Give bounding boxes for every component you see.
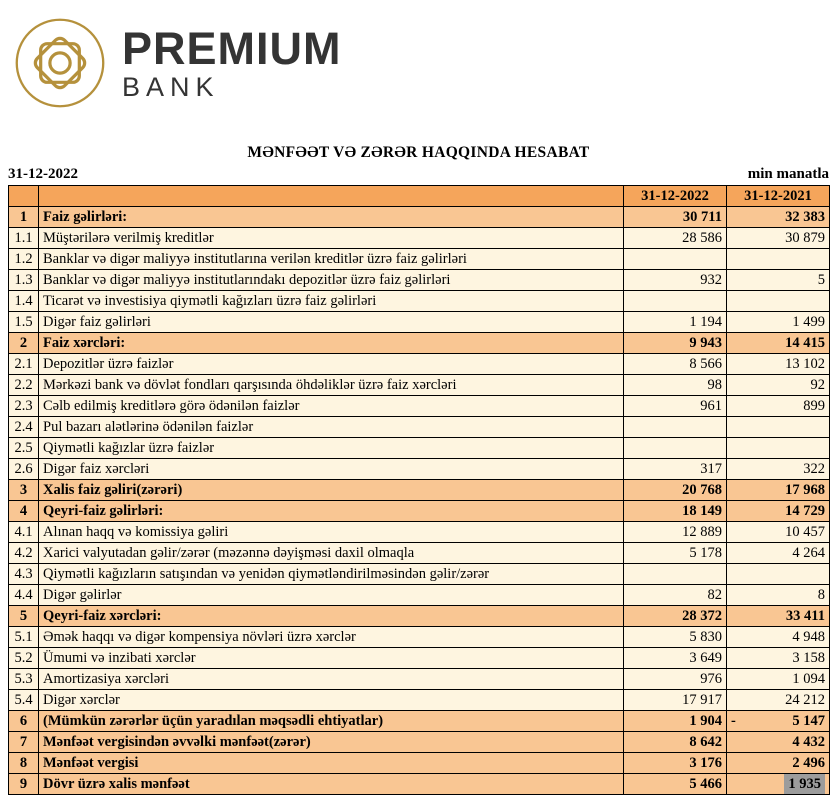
row-label: Faiz gəlirləri:	[39, 207, 624, 228]
row-value-2021: 17 968	[727, 480, 830, 501]
row-number: 5.3	[9, 669, 39, 690]
row-value-2022: 12 889	[624, 522, 727, 543]
row-value-2022	[624, 438, 727, 459]
table-row	[9, 753, 830, 774]
table-row	[9, 627, 830, 648]
table-row	[9, 774, 830, 795]
table-row	[9, 333, 830, 354]
row-value-2022	[624, 417, 727, 438]
report-title: MƏNFƏƏT VƏ ZƏRƏR HAQQINDA HESABAT	[247, 144, 590, 161]
table-row	[9, 207, 830, 228]
row-value-2021: 30 879	[727, 228, 830, 249]
table-row	[9, 585, 830, 606]
row-number: 1	[9, 207, 39, 228]
row-label: Əmək haqqı və digər kompensiya növləri üzrə xərclər	[39, 627, 624, 648]
table-row	[9, 669, 830, 690]
row-label: Pul bazarı alətlərinə ödənilən faizlər	[39, 417, 624, 438]
row-value-2021: 322	[727, 459, 830, 480]
row-value-2022: 28 586	[624, 228, 727, 249]
row-value-2021: 4 264	[727, 543, 830, 564]
row-label: Ticarət və investisiya qiymətli kağızları üzrə faiz gəlirləri	[39, 291, 624, 312]
table-row	[9, 291, 830, 312]
row-value-2022: 317	[624, 459, 727, 480]
row-value-2022: 17 917	[624, 690, 727, 711]
row-label: Mənfəət vergisi	[39, 753, 624, 774]
row-number: 2.6	[9, 459, 39, 480]
row-number: 8	[9, 753, 39, 774]
row-value-2022: 1 194	[624, 312, 727, 333]
row-value-2021: 33 411	[727, 606, 830, 627]
row-number: 3	[9, 480, 39, 501]
row-number: 5.1	[9, 627, 39, 648]
row-label: Digər faiz gəlirləri	[39, 312, 624, 333]
pnl-table	[8, 185, 830, 795]
row-value-2021: 4 432	[727, 732, 830, 753]
header-cell-2021: 31-12-2021	[727, 186, 830, 207]
row-value-2022: 82	[624, 585, 727, 606]
row-value-2021	[727, 249, 830, 270]
logo-text	[122, 22, 342, 102]
row-number: 4.1	[9, 522, 39, 543]
row-value-2022: 5 178	[624, 543, 727, 564]
report-table-body	[9, 207, 830, 795]
row-label: Müştərilərə verilmiş kreditlər	[39, 228, 624, 249]
table-row	[9, 459, 830, 480]
table-row	[9, 480, 830, 501]
row-label: Amortizasiya xərcləri	[39, 669, 624, 690]
table-row	[9, 690, 830, 711]
row-value-2021	[727, 291, 830, 312]
row-value-2022: 5 466	[624, 774, 727, 795]
header-cell-empty-no	[9, 186, 39, 207]
row-value-2021: 2 496	[727, 753, 830, 774]
row-value-2021: 3 158	[727, 648, 830, 669]
row-value-2021: 5	[727, 270, 830, 291]
row-number: 4.3	[9, 564, 39, 585]
row-value-2022: 3 649	[624, 648, 727, 669]
row-number: 4.4	[9, 585, 39, 606]
row-label: Digər faiz xərcləri	[39, 459, 624, 480]
table-row	[9, 501, 830, 522]
row-label: Banklar və digər maliyyə institutlarına verilən kreditlər üzrə faiz gəlirləri	[39, 249, 624, 270]
table-row	[9, 228, 830, 249]
table-row	[9, 312, 830, 333]
table-row	[9, 396, 830, 417]
row-value-2022: 8 642	[624, 732, 727, 753]
row-value-2022: 98	[624, 375, 727, 396]
row-number: 6	[9, 711, 39, 732]
row-label: Depozitlər üzrə faizlər	[39, 354, 624, 375]
table-row	[9, 438, 830, 459]
row-number: 5.4	[9, 690, 39, 711]
row-number: 2	[9, 333, 39, 354]
row-label: Qiymətli kağızların satışından və yenidən qiymətləndirilməsindən gəlir/zərər	[39, 564, 624, 585]
row-value-2021: 14 415	[727, 333, 830, 354]
row-value-2021	[727, 417, 830, 438]
table-row	[9, 732, 830, 753]
table-row	[9, 564, 830, 585]
row-value-2021	[727, 774, 830, 795]
row-number: 2.3	[9, 396, 39, 417]
row-value-2022	[624, 564, 727, 585]
row-label: Banklar və digər maliyyə institutlarındakı depozitlər üzrə faiz gəlirləri	[39, 270, 624, 291]
table-row	[9, 543, 830, 564]
row-number: 7	[9, 732, 39, 753]
table-row	[9, 648, 830, 669]
table-row	[9, 522, 830, 543]
row-value-2021: 1 499	[727, 312, 830, 333]
row-value-2021: 13 102	[727, 354, 830, 375]
row-label: Alınan haqq və komissiya gəliri	[39, 522, 624, 543]
row-value-2022: 18 149	[624, 501, 727, 522]
report-meta-row	[8, 166, 829, 183]
row-value-2022: 1 904	[624, 711, 727, 732]
row-number: 1.4	[9, 291, 39, 312]
row-number: 4	[9, 501, 39, 522]
row-value-2021	[727, 564, 830, 585]
row-label: Cəlb edilmiş kreditlərə görə ödənilən faizlər	[39, 396, 624, 417]
table-row	[9, 711, 830, 732]
row-number: 2.4	[9, 417, 39, 438]
header-cell-2022: 31-12-2022	[624, 186, 727, 207]
row-number: 5.2	[9, 648, 39, 669]
row-label: Digər xərclər	[39, 690, 624, 711]
logo-sub-text: BANK	[122, 71, 220, 102]
row-value-2021: 4 948	[727, 627, 830, 648]
row-label: Qeyri-faiz gəlirləri:	[39, 501, 624, 522]
logo-brand-text: PREMIUM	[122, 22, 342, 74]
row-number: 2.2	[9, 375, 39, 396]
row-value-2021: 899	[727, 396, 830, 417]
row-value-2022: 20 768	[624, 480, 727, 501]
table-row	[9, 354, 830, 375]
row-number: 1.5	[9, 312, 39, 333]
table-row	[9, 270, 830, 291]
row-number: 2.5	[9, 438, 39, 459]
row-value-2021: 24 212	[727, 690, 830, 711]
row-value-2021: 14 729	[727, 501, 830, 522]
row-value-2022: 976	[624, 669, 727, 690]
row-label: Dövr üzrə xalis mənfəət	[39, 774, 624, 795]
row-number: 2.1	[9, 354, 39, 375]
row-value-2022: 30 711	[624, 207, 727, 228]
row-value-2021-number: 5 147	[792, 713, 825, 729]
row-label: Mərkəzi bank və dövlət fondları qarşısında öhdəliklər üzrə faiz xərcləri	[39, 375, 624, 396]
row-label: Xalis faiz gəliri(zərəri)	[39, 480, 624, 501]
row-label: Xarici valyutadan gəlir/zərər (məzənnə dəyişməsi daxil olmaqla	[39, 543, 624, 564]
header-cell-empty-label	[39, 186, 624, 207]
row-label: Qiymətli kağızlar üzrə faizlər	[39, 438, 624, 459]
row-value-2022	[624, 249, 727, 270]
row-value-2022	[624, 291, 727, 312]
table-row	[9, 249, 830, 270]
row-value-2021: 92	[727, 375, 830, 396]
row-value-2022: 8 566	[624, 354, 727, 375]
row-label: Faiz xərcləri:	[39, 333, 624, 354]
table-header-row	[9, 186, 830, 207]
row-value-2021: 10 457	[727, 522, 830, 543]
bank-logo	[8, 8, 829, 112]
row-label: Digər gəlirlər	[39, 585, 624, 606]
row-value-2022: 961	[624, 396, 727, 417]
row-value-2022: 932	[624, 270, 727, 291]
row-number: 4.2	[9, 543, 39, 564]
row-value-2022: 28 372	[624, 606, 727, 627]
bank-emblem-icon	[14, 17, 106, 109]
row-value-2021: 1 094	[727, 669, 830, 690]
row-value-2021	[727, 438, 830, 459]
row-value-2021: 32 383	[727, 207, 830, 228]
row-value-2021	[727, 711, 830, 732]
row-number: 5	[9, 606, 39, 627]
row-label: Mənfəət vergisindən əvvəlki mənfəət(zərər)	[39, 732, 624, 753]
row-number: 9	[9, 774, 39, 795]
row-number: 1.3	[9, 270, 39, 291]
minus-sign: -	[731, 713, 736, 729]
row-value-2022: 5 830	[624, 627, 727, 648]
unit-label: min manatla	[747, 166, 829, 182]
row-number: 1.1	[9, 228, 39, 249]
table-row	[9, 375, 830, 396]
row-value-2022: 3 176	[624, 753, 727, 774]
row-label: (Mümkün zərərlər üçün yaradılan məqsədli ehtiyatlar)	[39, 711, 624, 732]
row-label: Ümumi və inzibati xərclər	[39, 648, 624, 669]
row-label: Qeyri-faiz xərcləri:	[39, 606, 624, 627]
table-row	[9, 606, 830, 627]
row-value-2021: 8	[727, 585, 830, 606]
row-number: 1.2	[9, 249, 39, 270]
report-date-label: 31-12-2022	[8, 166, 78, 182]
row-value-2022: 9 943	[624, 333, 727, 354]
highlighted-value: 1 935	[784, 774, 825, 794]
table-row	[9, 417, 830, 438]
